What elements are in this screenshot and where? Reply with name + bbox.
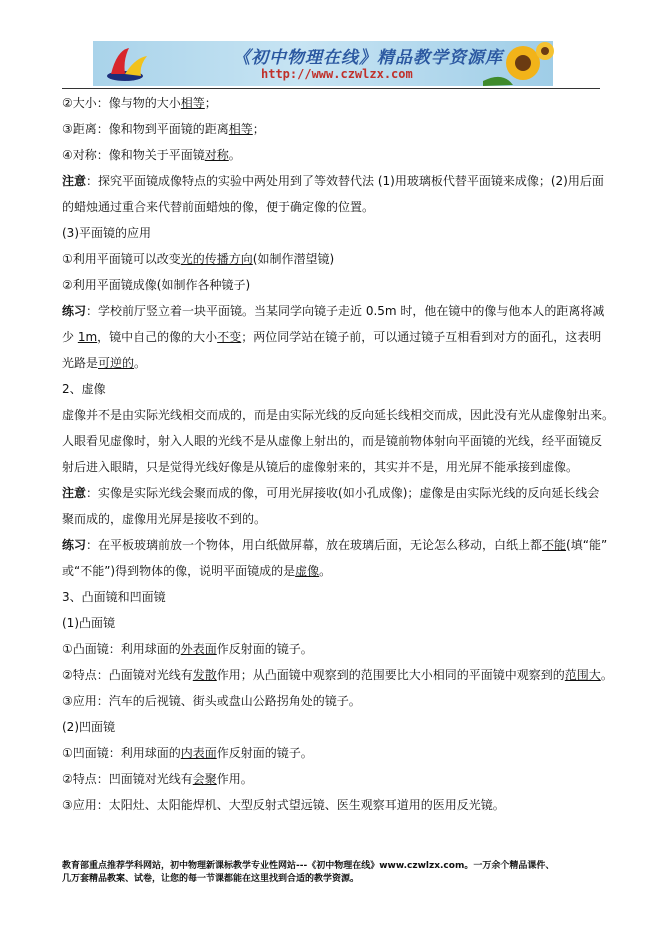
text-span: 虚像并不是由实际光线相交而成的，而是由实际光线的反向延长线相交而成，因此没有光从虚像射出来。: [62, 408, 615, 422]
text-line: [62, 558, 600, 584]
text-line: [62, 246, 600, 272]
text-span: ：在平板玻璃前放一个物体，用白纸做屏幕，放在玻璃后面，无论怎么移动，白纸上都: [86, 538, 543, 552]
text-span: ①凹面镜：利用球面的: [62, 746, 181, 760]
document-body: [62, 90, 615, 818]
underlined-answer: 不变: [217, 330, 242, 344]
underlined-answer: 光的传播方向: [180, 252, 253, 266]
underlined-answer: 发散: [192, 668, 217, 682]
text-line: [62, 376, 600, 402]
text-line: [62, 168, 604, 194]
text-span: 射后进入眼睛，只是觉得光线好像是从镜后的虚像射来的，其实并不是，用光屏不能承接到虚像。: [62, 460, 579, 474]
text-span: ②特点：凹面镜对光线有: [62, 772, 193, 786]
text-span: ，镜中自己的像的大小: [97, 330, 218, 344]
text-span: ②大小：像与物的大小: [62, 96, 181, 110]
text-span: (2)凹面镜: [62, 720, 115, 734]
text-line: [62, 740, 600, 766]
text-span: 。: [228, 148, 241, 162]
text-line: [62, 506, 600, 532]
footer-line: 几万套精品教案、试卷，让您的每一节课都能在这里找到合适的教学资源。: [62, 874, 360, 884]
text-line: [62, 298, 605, 324]
text-span: (3)平面镜的应用: [62, 226, 151, 240]
text-line: [62, 688, 600, 714]
text-line: [62, 142, 600, 168]
text-span: ③距离：像和物到平面镜的距离: [62, 122, 229, 136]
text-line: [62, 116, 600, 142]
text-span: (1)凸面镜: [62, 616, 115, 630]
text-span: (如制作潜望镜): [252, 252, 335, 266]
text-line: [62, 428, 603, 454]
text-span: ：实像是实际光线会聚而成的像，可用光屏接收(如小孔成像)；虚像是由实际光线的反向延长线会: [86, 486, 600, 500]
text-line: [62, 480, 600, 506]
text-line: [62, 90, 600, 116]
text-span: ；: [204, 96, 217, 110]
text-span: 作反射面的镜子。: [216, 642, 313, 656]
text-span: ：学校前厅竖立着一块平面镜。当某同学向镜子走近 0.5m 时，他在镜中的像与他本人的距离将减: [86, 304, 605, 318]
text-line: [62, 714, 600, 740]
text-line: [62, 610, 600, 636]
text-span: 。: [319, 564, 332, 578]
text-line: [62, 272, 600, 298]
underlined-answer: 1m: [77, 330, 98, 344]
text-span: ④对称：像和物关于平面镜: [62, 148, 205, 162]
underlined-answer: 虚像: [295, 564, 320, 578]
text-span: ②特点：凸面镜对光线有: [62, 668, 193, 682]
text-span: 作用；从凸面镜中观察到的范围要比大小相同的平面镜中观察到的: [216, 668, 565, 682]
underlined-answer: 相等: [180, 96, 205, 110]
text-span: 3、凸面镜和凹面镜: [62, 590, 166, 604]
bold-label: 练习: [62, 304, 87, 318]
text-line: [62, 766, 600, 792]
text-span: 作反射面的镜子。: [216, 746, 313, 760]
logo-icon: [103, 44, 163, 84]
header-rule: [62, 88, 600, 89]
underlined-answer: 会聚: [192, 772, 217, 786]
text-span: ③应用：太阳灶、太阳能焊机、大型反射式望远镜、医生观察耳道用的医用反光镜。: [62, 798, 505, 812]
text-line: [62, 662, 613, 688]
footer-line: 教育部重点推荐学科网站，初中物理新课标教学专业性网站---《初中物理在线》www.czwlzx.com。一万余个精品课件、: [62, 861, 555, 871]
text-line: [62, 454, 600, 480]
underlined-answer: 内表面: [180, 746, 217, 760]
text-span: ；: [252, 122, 265, 136]
bold-label: 注意: [62, 174, 87, 188]
text-span: 2、虚像: [62, 382, 106, 396]
underlined-answer: 不能: [542, 538, 567, 552]
banner-title: 《初中物理在线》精品教学资源库: [233, 48, 503, 68]
text-span: 的蜡烛通过重合来代替前面蜡烛的像，便于确定像的位置。: [62, 200, 375, 214]
text-span: 聚而成的，虚像用光屏是接收不到的。: [62, 512, 267, 526]
underlined-answer: 范围大: [564, 668, 601, 682]
text-span: 作用。: [216, 772, 253, 786]
bold-label: 练习: [62, 538, 87, 552]
header-banner: [93, 41, 553, 86]
banner-url: http://www.czwlzx.com: [261, 67, 413, 81]
underlined-answer: 对称: [204, 148, 229, 162]
text-span: 。: [134, 356, 147, 370]
text-span: 或“不能”)得到物体的像，说明平面镜成的是: [62, 564, 296, 578]
underlined-answer: 可逆的: [98, 356, 135, 370]
text-span: 。: [600, 668, 613, 682]
sunflower-icon: [483, 41, 553, 86]
text-span: (填“能”: [566, 538, 608, 552]
text-span: ③应用：汽车的后视镜、街头或盘山公路拐角处的镜子。: [62, 694, 361, 708]
text-line: [62, 194, 600, 220]
text-span: 人眼看见虚像时，射入人眼的光线不是从虚像上射出的，而是镜前物体射向平面镜的光线，经平面镜反: [62, 434, 603, 448]
text-span: ②利用平面镜成像(如制作各种镜子): [62, 278, 251, 292]
text-line: [62, 402, 615, 428]
text-span: ；两位同学站在镜子前，可以通过镜子互相看到对方的面孔，这表明: [241, 330, 602, 344]
text-line: [62, 636, 600, 662]
text-span: 光路是: [62, 356, 99, 370]
text-span: ①利用平面镜可以改变: [62, 252, 181, 266]
text-line: [62, 584, 600, 610]
underlined-answer: 外表面: [180, 642, 217, 656]
text-span: ：探究平面镜成像特点的实验中两处用到了等效替代法 (1)用玻璃板代替平面镜来成像；(2)用后面: [86, 174, 604, 188]
text-line: [62, 220, 600, 246]
text-line: [62, 792, 600, 818]
bold-label: 注意: [62, 486, 87, 500]
text-line: [62, 324, 600, 350]
underlined-answer: 相等: [228, 122, 253, 136]
text-span: ①凸面镜：利用球面的: [62, 642, 181, 656]
text-line: [62, 350, 600, 376]
page-footer: [62, 860, 600, 886]
text-span: 少: [62, 330, 78, 344]
text-line: [62, 532, 608, 558]
